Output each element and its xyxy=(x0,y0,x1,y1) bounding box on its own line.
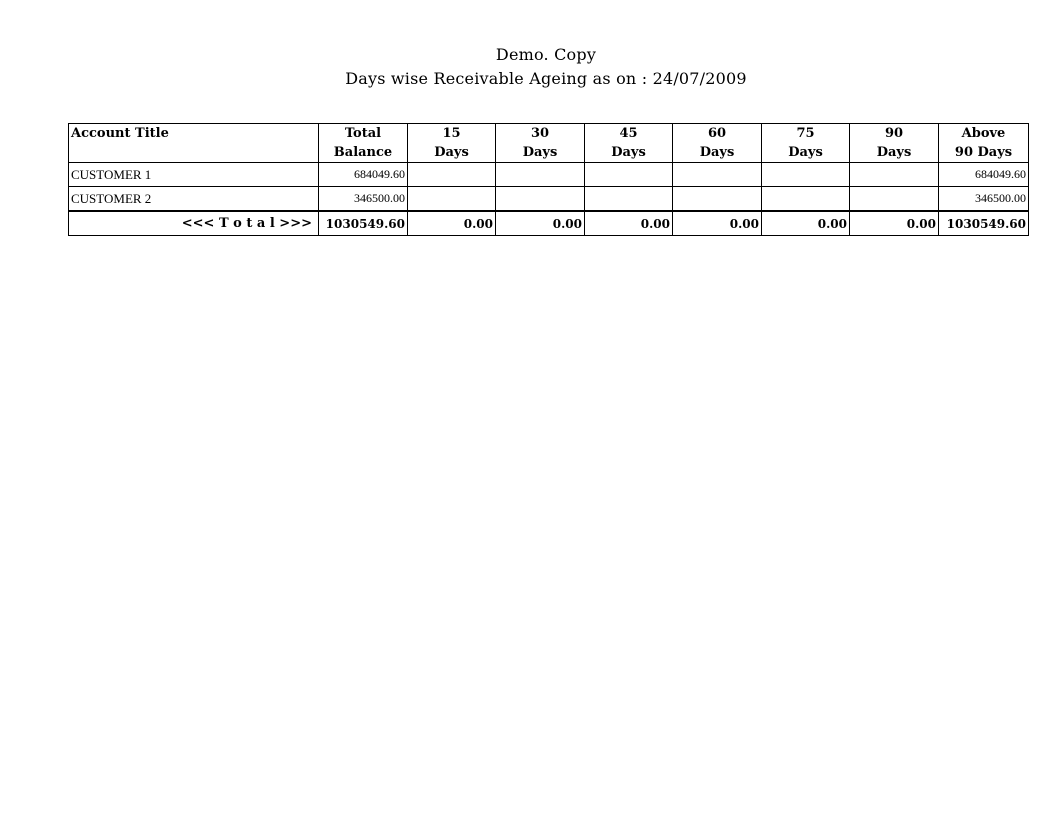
cell-75-days xyxy=(762,187,850,212)
header-total-balance xyxy=(319,124,408,163)
header-line1: 90 xyxy=(884,126,904,141)
cell-total-balance: 684049.60 xyxy=(319,163,408,187)
cell-30-days xyxy=(496,163,585,187)
report-title: Days wise Receivable Ageing as on : 24/07/2009 xyxy=(345,69,747,88)
header-line1: 60 xyxy=(707,126,727,141)
header-line2: Days xyxy=(434,145,469,160)
cell-45-days xyxy=(585,187,673,212)
cell-90-days xyxy=(850,187,939,212)
cell-30-days xyxy=(496,187,585,212)
header-line1: Account Title xyxy=(71,126,169,141)
cell-75-days xyxy=(762,163,850,187)
header-60-days xyxy=(673,124,762,163)
total-15-days: 0.00 xyxy=(408,211,496,236)
cell-15-days xyxy=(408,187,496,212)
table-row xyxy=(69,163,1029,187)
cell-above-90-days: 346500.00 xyxy=(939,187,1029,212)
header-line2: Days xyxy=(788,145,823,160)
header-30-days xyxy=(496,124,585,163)
total-75-days: 0.00 xyxy=(762,211,850,236)
total-row xyxy=(69,211,1029,236)
header-line1: 30 xyxy=(530,126,550,141)
total-90-days: 0.00 xyxy=(850,211,939,236)
cell-90-days xyxy=(850,163,939,187)
cell-45-days xyxy=(585,163,673,187)
header-account-title xyxy=(69,124,319,163)
total-60-days: 0.00 xyxy=(673,211,762,236)
header-line1: 15 xyxy=(442,126,461,141)
header-line1: Total xyxy=(344,126,382,141)
total-45-days: 0.00 xyxy=(585,211,673,236)
header-line1: 75 xyxy=(796,126,815,141)
header-line2: Days xyxy=(522,145,558,160)
header-line2: 90 Days xyxy=(954,145,1013,160)
total-30-days: 0.00 xyxy=(496,211,585,236)
header-line2: Days xyxy=(699,145,735,160)
cell-total-balance: 346500.00 xyxy=(319,187,408,212)
cell-15-days xyxy=(408,163,496,187)
header-line2: Balance xyxy=(333,145,393,160)
header-line2: Days xyxy=(611,145,646,160)
cell-60-days xyxy=(673,187,762,212)
cell-above-90-days: 684049.60 xyxy=(939,163,1029,187)
cell-account-name: CUSTOMER 1 xyxy=(69,163,319,187)
header-75-days xyxy=(762,124,850,163)
header-15-days xyxy=(408,124,496,163)
receivable-ageing-table xyxy=(68,123,1029,236)
total-above-90-days: 1030549.60 xyxy=(939,211,1029,236)
cell-account-name: CUSTOMER 2 xyxy=(69,187,319,212)
header-line1: 45 xyxy=(619,126,638,141)
cell-60-days xyxy=(673,163,762,187)
header-row xyxy=(69,124,1029,163)
total-balance: 1030549.60 xyxy=(319,211,408,236)
table-row xyxy=(69,187,1029,212)
total-label: <<< T o t a l >>> xyxy=(69,211,319,236)
header-45-days xyxy=(585,124,673,163)
header-above-90-days xyxy=(939,124,1029,163)
company-name: Demo. Copy xyxy=(495,45,597,64)
header-line1: Above xyxy=(961,126,1006,141)
header-line2: Days xyxy=(876,145,912,160)
header-90-days xyxy=(850,124,939,163)
